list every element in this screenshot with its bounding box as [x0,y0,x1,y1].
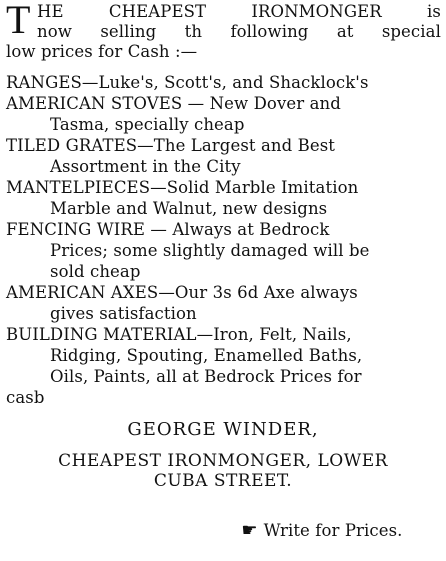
write-for-prices [220,501,403,561]
item-fencing-line-3: sold cheap [50,262,141,281]
item-fencing-line-2: Prices; some slightly damaged will be [50,241,370,260]
footer-text: Write for Prices. [263,521,403,540]
item-building-line-1: BUILDING MATERIAL—Iron, Felt, Nails, [6,325,352,344]
item-building-line-3: Oils, Paints, all at Bedrock Prices for [50,367,362,386]
merchant-title: CHEAPEST IRONMONGER, LOWER [58,451,388,471]
item-mantelpieces-line-2: Marble and Walnut, new designs [50,199,328,218]
intro-word: IRONMONGER [251,2,382,21]
intro-word: is [427,2,441,21]
item-mantelpieces-line-1: MANTELPIECES—Solid Marble Imitation [6,178,359,197]
intro-word: at [336,22,354,41]
intro-word: special [381,22,441,41]
intro-word: th [184,22,203,41]
item-building-line-2: Ridging, Spouting, Enamelled Baths, [50,346,363,365]
item-axes-line-1: AMERICAN AXES—Our 3s 6d Axe always [6,283,358,302]
item-fencing-line-1: FENCING WIRE — Always at Bedrock [6,220,330,239]
pointing-hand-icon: ☛ [241,520,258,541]
item-stoves-line-1: AMERICAN STOVES — New Dover and [6,94,341,113]
intro-word: now [37,22,72,41]
intro-word: following [230,22,309,41]
item-grates-line-2: Assortment in the City [50,157,241,176]
item-grates-line-1: TILED GRATES—The Largest and Best [6,136,336,155]
intro-line-3: low prices for Cash :— [6,42,198,61]
item-building-line-4: casb [6,388,45,407]
item-stoves-line-2: Tasma, specially cheap [50,115,245,134]
intro-word: CHEAPEST [108,2,207,21]
merchant-name: GEORGE WINDER, [127,419,319,440]
item-axes-line-2: gives satisfaction [50,304,197,323]
intro-line-2 [37,22,441,42]
drop-cap-letter: T [6,0,31,42]
intro-word: HE [37,2,64,21]
intro-word: selling [100,22,157,41]
item-ranges-line-1: RANGES—Luke's, Scott's, and Shacklock's [6,73,369,92]
merchant-street: CUBA STREET. [153,471,293,491]
intro-line-1 [37,2,441,22]
